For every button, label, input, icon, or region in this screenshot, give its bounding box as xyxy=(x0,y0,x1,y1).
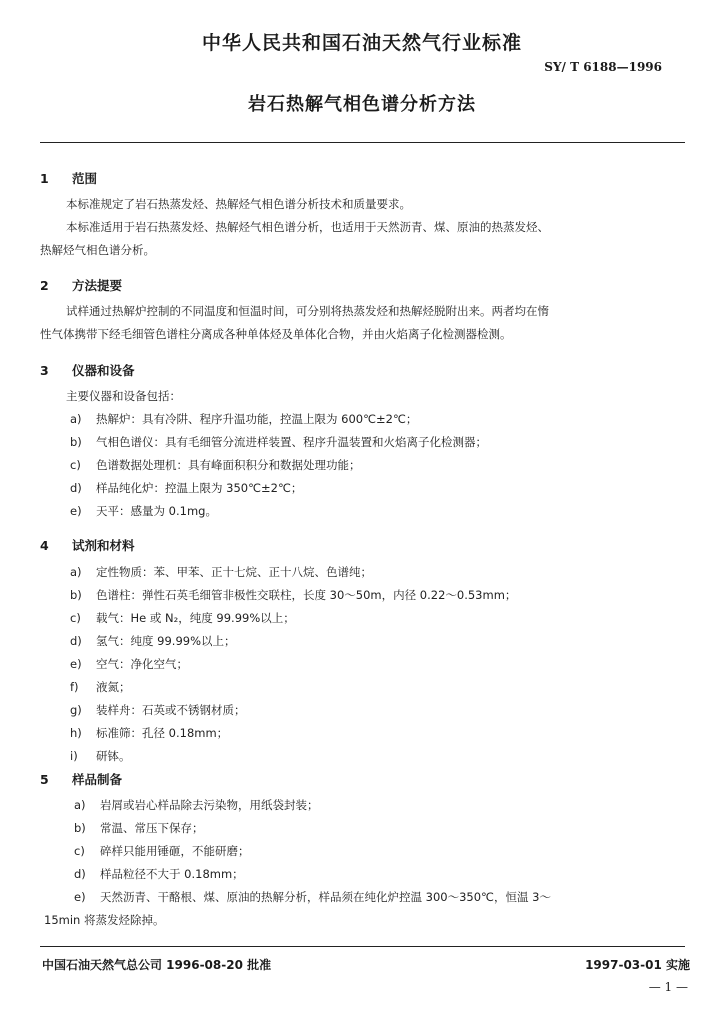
document-title: 岩石热解气相色谱分析方法 xyxy=(248,94,476,115)
section-title: 范围 xyxy=(72,171,98,186)
footer-rule xyxy=(40,946,685,947)
standard-category-title: 中华人民共和国石油天然气行业标准 xyxy=(201,32,522,54)
list-item: g) 装样舟：石英或不锈钢材质； xyxy=(70,703,246,717)
list-item: e) 天平：感量为 0.1mg。 xyxy=(70,504,217,518)
section-5-heading xyxy=(40,770,122,788)
section-number: 2 xyxy=(40,278,49,293)
list-item: e) 空气：净化空气； xyxy=(70,657,188,671)
approval-line: 中国石油天然气总公司 1996-08-20 批准 xyxy=(42,958,272,972)
list-item: i) 研钵。 xyxy=(70,749,131,763)
section-number: 4 xyxy=(40,538,49,553)
section-2-heading xyxy=(40,276,122,294)
list-item: d) 样品纯化炉：控温上限为 350℃±2℃； xyxy=(70,481,303,495)
list-item: d) 氢气：纯度 99.99%以上； xyxy=(70,634,236,648)
list-item: c) 载气：He 或 N₂，纯度 99.99%以上； xyxy=(70,611,295,625)
list-item: b) 常温、常压下保存； xyxy=(74,821,204,835)
section-4-heading xyxy=(40,536,135,554)
page-number: — 1 — xyxy=(648,980,688,994)
section-title: 方法提要 xyxy=(72,278,123,293)
list-item: f) 液氮； xyxy=(70,680,131,694)
list-item: c) 色谱数据处理机：具有峰面积积分和数据处理功能； xyxy=(70,458,361,472)
section-number: 1 xyxy=(40,171,49,186)
list-item: b) 气相色谱仪：具有毛细管分流进样装置、程序升温装置和火焰离子化检测器； xyxy=(70,435,487,449)
section-number: 5 xyxy=(40,772,49,787)
list-item: e) 天然沥青、干酪根、煤、原油的热解分析，样品须在纯化炉控温 300～350℃，恒温 3～ xyxy=(74,890,551,904)
paragraph: 主要仪器和设备包括： xyxy=(66,389,181,403)
standard-code: SY/ T 6188—1996 xyxy=(544,60,662,74)
paragraph: 本标准适用于岩石热蒸发烃、热解烃气相色谱分析，也适用于天然沥青、煤、原油的热蒸发烃、 xyxy=(66,220,549,234)
paragraph: 本标准规定了岩石热蒸发烃、热解烃气相色谱分析技术和质量要求。 xyxy=(66,197,411,211)
paragraph-continuation: 热解烃气相色谱分析。 xyxy=(40,243,155,257)
paragraph: 试样通过热解炉控制的不同温度和恒温时间，可分别将热蒸发烃和热解烃脱附出来。两者均在惰 xyxy=(66,304,549,318)
list-item: h) 标准筛：孔径 0.18mm； xyxy=(70,726,229,740)
list-item: b) 色谱柱：弹性石英毛细管非极性交联柱，长度 30～50m，内径 0.22～0.53mm； xyxy=(70,588,517,602)
list-item: a) 热解炉：具有冷阱、程序升温功能，控温上限为 600℃±2℃； xyxy=(70,412,418,426)
list-item: a) 定性物质：苯、甲苯、正十七烷、正十八烷、色谱纯； xyxy=(70,565,372,579)
section-1-heading xyxy=(40,169,97,187)
section-number: 3 xyxy=(40,363,49,378)
effective-date: 1997-03-01 实施 xyxy=(585,958,690,972)
paragraph-continuation: 性气体携带下经毛细管色谱柱分离成各种单体烃及单体化合物，并由火焰离子化检测器检测。 xyxy=(40,327,512,341)
header-rule xyxy=(40,142,685,143)
list-item: a) 岩屑或岩心样品除去污染物，用纸袋封装； xyxy=(74,798,319,812)
paragraph-continuation: 15min 将蒸发烃除掉。 xyxy=(44,913,165,927)
section-title: 试剂和材料 xyxy=(72,538,135,553)
section-title: 仪器和设备 xyxy=(72,363,135,378)
list-item: d) 样品粒径不大于 0.18mm； xyxy=(74,867,244,881)
list-item: c) 碎样只能用锤砸，不能研磨； xyxy=(74,844,250,858)
section-3-heading xyxy=(40,361,135,379)
section-title: 样品制备 xyxy=(72,772,123,787)
